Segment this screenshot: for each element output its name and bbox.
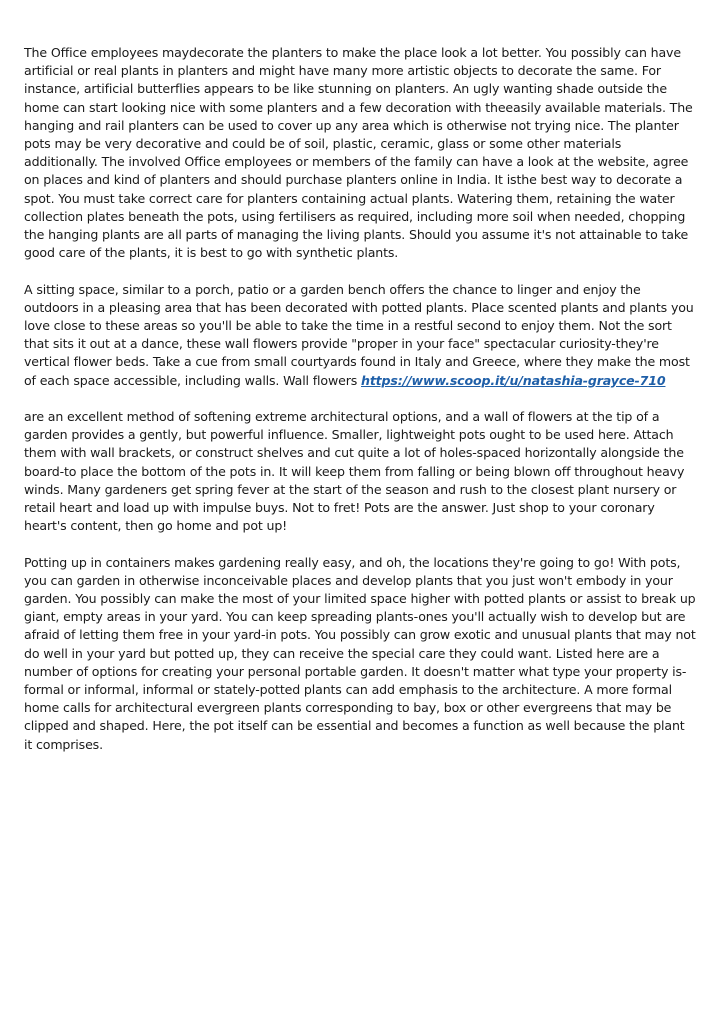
- document-body: [24, 44, 696, 772]
- paragraph-sitting-space-text: A sitting space, similar to a porch, patio or a garden bench offers the chance to linger and enjoy the outdoors in a pleasing area that has been decorated with potted plants. Place scented plants and plants you love close to these areas so you'll be able to take the time in a restful second to enjoy them. Not the sort that sits it out at a dance, these wall flowers provide "proper in your face" spectacular curiosity-they're vertical flower beds. Take a cue from small courtyards found in Italy and Greece, where they make the most of each space accessible, including walls. Wall flowers: [24, 281, 694, 388]
- scoop-link[interactable]: https://www.scoop.it/u/natashia-grayce-710: [361, 372, 666, 388]
- paragraph-office-planters: The Office employees maydecorate the planters to make the place look a lot better. You possibly can have artificial or real plants in planters and might have many more artistic objects to decorate the same. For instance, artificial butterflies appears to be like stunning on planters. An ugly wanting shade outside the home can start looking nice with some planters and a few decoration with theeasily available materials. The hanging and rail planters can be used to cover up any area which is otherwise not trying nice. The planter pots may be very decorative and could be of soil, plastic, ceramic, glass or some other materials additionally. The involved Office employees or members of the family can have a look at the website, agree on places and kind of planters and should purchase planters online in India. It isthe best way to decorate a spot. You must take correct care for planters containing actual plants. Watering them, retaining the water collection plates beneath the pots, using fertilisers as required, including more soil when needed, chopping the hanging plants are all parts of managing the living plants. Should you assume it's not attainable to take good care of the plants, it is best to go with synthetic plants.: [24, 45, 693, 261]
- paragraph-sitting-space: [24, 281, 696, 390]
- paragraph-potting-containers: Potting up in containers makes gardening really easy, and oh, the locations they're going to go! With pots, you can garden in otherwise inconceivable places and develop plants that you just won't embody in your garden. You possibly can make the most of your limited space higher with potted plants or assist to break up giant, empty areas in your yard. You can keep spreading plants-ones you'll actually wish to develop but are afraid of letting them free in your yard-in pots. You possibly can grow exotic and unusual plants that may not do well in your yard but potted up, they can receive the special care they could want. Listed here are a number of options for creating your personal portable garden. It doesn't matter what type your property is-formal or informal, informal or stately-potted plants can add emphasis to the architecture. A more formal home calls for architectural evergreen plants corresponding to bay, box or other evergreens that may be clipped and shaped. Here, the pot itself can be essential and becomes a function as well because the plant it comprises.: [24, 554, 696, 752]
- paragraph-wall-flowers: are an excellent method of softening extreme architectural options, and a wall of flowers at the tip of a garden provides a gently, but powerful influence. Smaller, lightweight pots ought to be used here. Attach them with wall brackets, or construct shelves and cut quite a lot of holes-spaced horizontally alongside the board-to place the bottom of the pots in. It will keep them from falling or being blown off throughout heavy winds. Many gardeners get spring fever at the start of the season and rush to the closest plant nursery or retail heart and load up with impulse buys. Not to fret! Pots are the answer. Just shop to your coronary heart's content, then go home and pot up!: [24, 409, 685, 534]
